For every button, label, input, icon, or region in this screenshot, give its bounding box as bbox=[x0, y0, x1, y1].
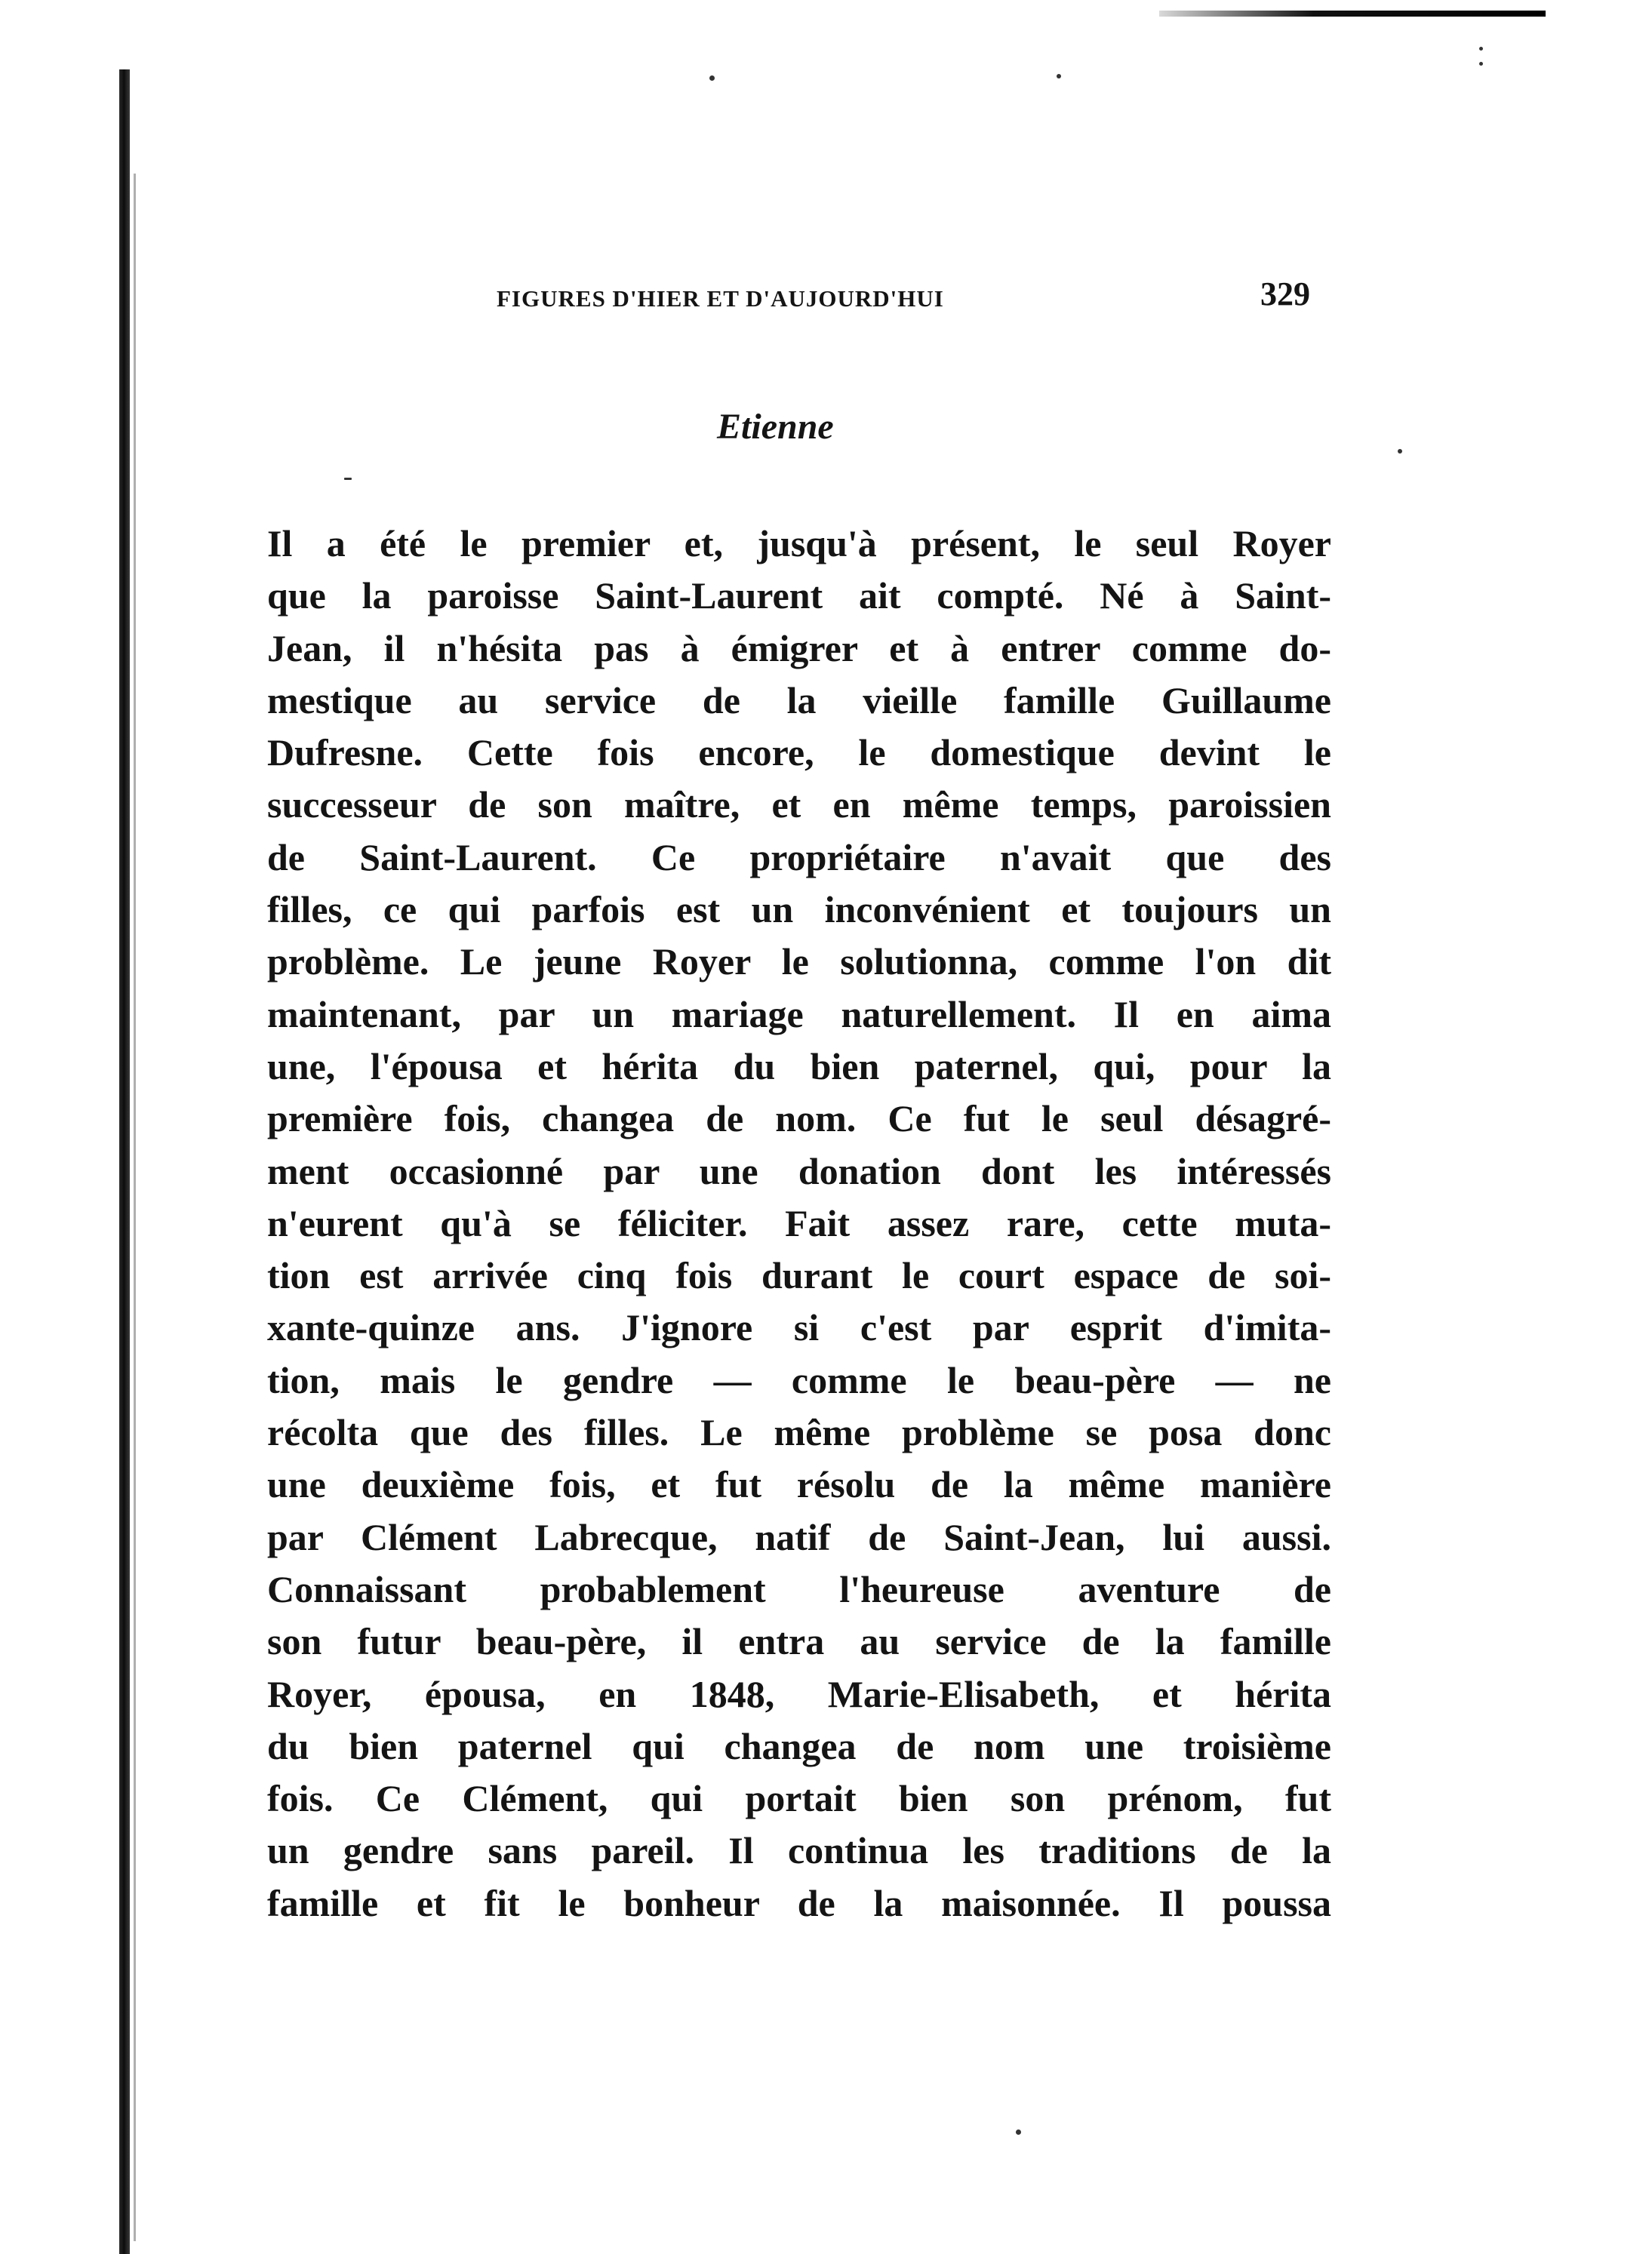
text-line: ment occasionné par une donation dont les intéressés bbox=[267, 1149, 1331, 1192]
text-line: une deuxième fois, et fut résolu de la même manière bbox=[267, 1463, 1331, 1506]
text-line: Connaissant probablement l'heureuse aventure de bbox=[267, 1567, 1331, 1610]
text-line: du bien paternel qui changea de nom une troisième bbox=[267, 1724, 1331, 1767]
page-number: 329 bbox=[1260, 275, 1310, 312]
text-line: filles, ce qui parfois est un inconvénient et toujours un bbox=[267, 888, 1331, 931]
scan-speck bbox=[709, 75, 715, 81]
text-line: son futur beau-père, il entra au service de la famille bbox=[267, 1620, 1331, 1663]
text-line: récolta que des filles. Le même problème se posa donc bbox=[267, 1411, 1331, 1454]
binding-shadow bbox=[134, 174, 136, 2241]
body-paragraph bbox=[267, 518, 1331, 1930]
text-line: première fois, changea de nom. Ce fut le seul désagré- bbox=[267, 1097, 1331, 1140]
running-header: FIGURES D'HIER ET D'AUJOURD'HUI bbox=[497, 285, 944, 312]
scan-speck bbox=[1398, 449, 1402, 454]
binding-edge bbox=[119, 69, 130, 2254]
text-line: de Saint-Laurent. Ce propriétaire n'avait que des bbox=[267, 835, 1331, 878]
text-line: Il a été le premier et, jusqu'à présent, le seul Royer bbox=[267, 522, 1331, 564]
text-line: famille et fit le bonheur de la maisonnée. Il poussa bbox=[267, 1881, 1331, 1924]
text-line: une, l'épousa et hérita du bien paternel, qui, pour la bbox=[267, 1044, 1331, 1087]
text-line: xante-quinze ans. J'ignore si c'est par esprit d'imita- bbox=[267, 1306, 1331, 1349]
text-line: mestique au service de la vieille famille Guillaume bbox=[267, 678, 1331, 721]
text-line: n'eurent qu'à se féliciter. Fait assez rare, cette muta- bbox=[267, 1201, 1331, 1244]
scan-speck bbox=[1479, 47, 1483, 51]
text-line: Jean, il n'hésita pas à émigrer et à entrer comme do- bbox=[267, 626, 1331, 669]
text-line: Royer, épousa, en 1848, Marie-Elisabeth, et hérita bbox=[267, 1672, 1331, 1715]
text-line: tion, mais le gendre — comme le beau-père — ne bbox=[267, 1358, 1331, 1401]
text-line: Dufresne. Cette fois encore, le domestique devint le bbox=[267, 731, 1331, 774]
scan-speck bbox=[1057, 74, 1061, 78]
text-line: que la paroisse Saint-Laurent ait compté. Né à Saint- bbox=[267, 574, 1331, 617]
text-line: un gendre sans pareil. Il continua les traditions de la bbox=[267, 1829, 1331, 1872]
text-line: problème. Le jeune Royer le solutionna, comme l'on dit bbox=[267, 940, 1331, 983]
text-line: successeur de son maître, et en même temps, paroissien bbox=[267, 783, 1331, 826]
text-line: par Clément Labrecque, natif de Saint-Jean, lui aussi. bbox=[267, 1515, 1331, 1558]
scan-speck bbox=[1479, 62, 1483, 66]
text-line: fois. Ce Clément, qui portait bien son prénom, fut bbox=[267, 1777, 1331, 1820]
scan-speck bbox=[1016, 2129, 1021, 2135]
text-line: tion est arrivée cinq fois durant le court espace de soi- bbox=[267, 1254, 1331, 1297]
text-line: maintenant, par un mariage naturellement. Il en aima bbox=[267, 992, 1331, 1035]
section-title: Etienne bbox=[717, 407, 834, 447]
scan-speck bbox=[344, 478, 352, 480]
top-scan-rule bbox=[1159, 11, 1546, 17]
